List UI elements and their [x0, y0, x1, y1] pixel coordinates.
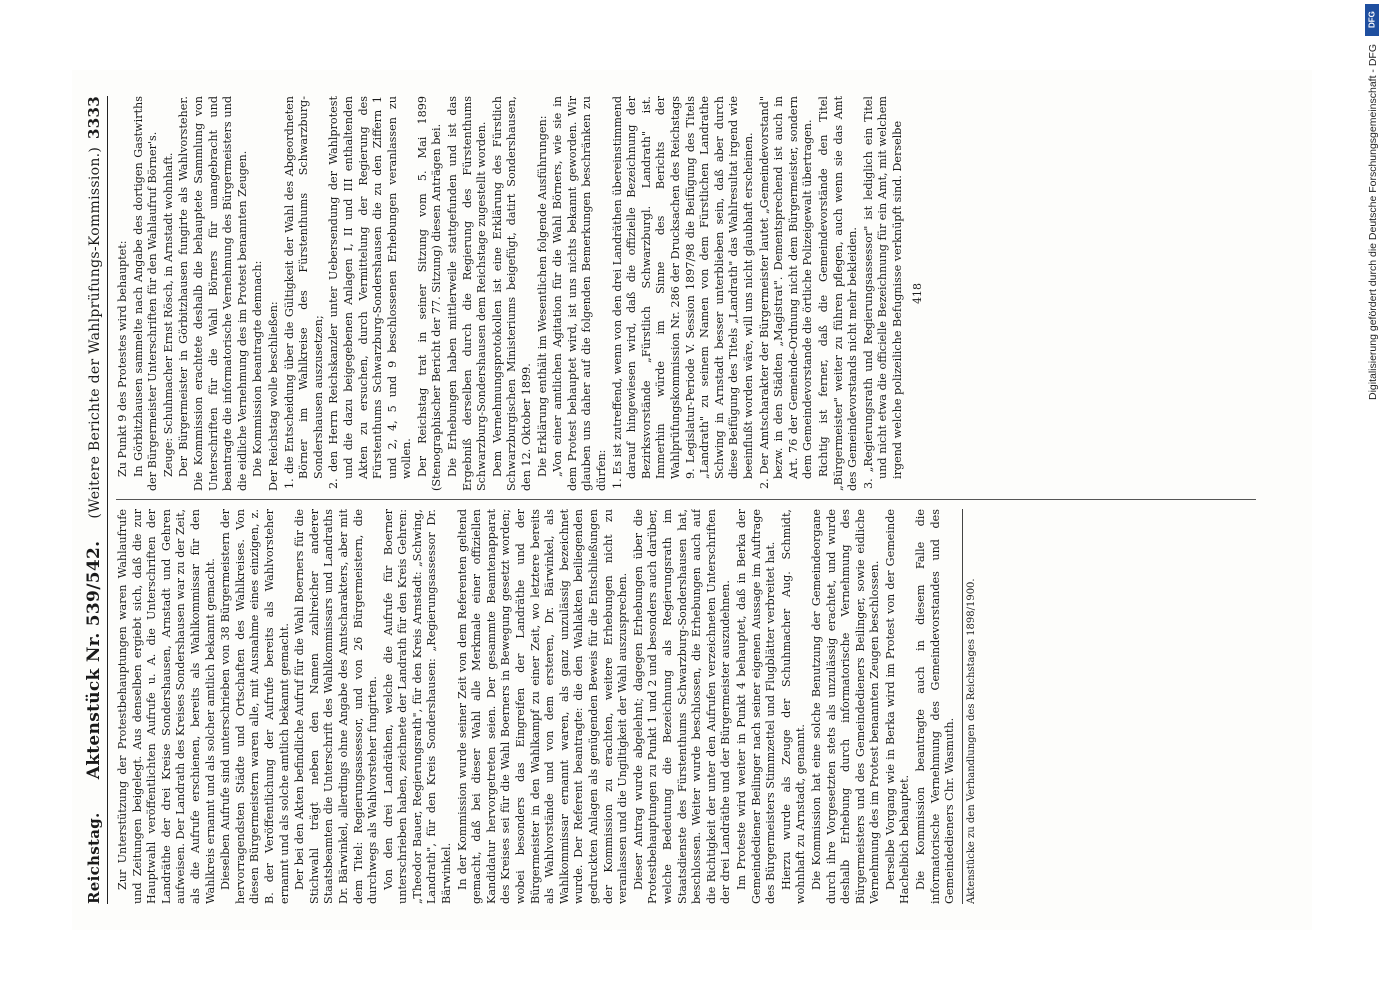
left-column — [116, 509, 1256, 904]
right-paragraph: „Von einer amtlichen Agitation für die Wahl Börners, wie sie in dem Protest behauptet wird, ist uns nichts bekannt geworden. Wir glauben uns daher auf die folgenden Bemerkungen beschränken zu dürfen: — [550, 96, 608, 491]
document-page — [72, 70, 1312, 930]
right-paragraph: Die Kommission beantragte demnach: — [250, 260, 264, 477]
dfg-badge: DFG — [1365, 4, 1379, 36]
left-paragraph: Die Kommission beantragte auch in diesem Falle die informatorische Vernehmung des Gemeindevorstandes und des Gemeindedieners Chr. Wasmuth. — [913, 509, 956, 904]
right-paragraph: Richtig ist ferner, daß die Gemeindevorstände den Titel „Bürgermeister" weiter zu führen pflegen, auch wenn sie das Amt des Gemeindevorstands nicht mehr bekleiden. — [816, 96, 859, 491]
right-list-item: 2. den Herrn Reichskanzler unter Uebersendung der Wahlprotest und die dazu beigegebenen Anlagen I, II und III enthaltenden Akten zu ersuchen, durch Vermittelung der Regierung des Fürstenthums Schwarzburg-Sondershausen die zu den Ziffern 1 und 2, 4, 5 und 9 beschlossenen Erhebungen veranlassen zu wollen. — [326, 96, 413, 489]
header-subtitle: (Weitere Berichte der Wahlprüfungs-Kommission.) — [86, 146, 103, 519]
digitization-credit: Digitalisierung gefördert durch die Deutsche Forschungsgemeinschaft - DFG — [1367, 44, 1379, 401]
right-paragraph: Der Bürgermeister in Görbitzhausen fungirte als Wahlvorsteher. Die Kommission erachtete deshalb die behauptete Sammlung von Unterschriften für die Wahl Börners für unangebracht und beantragte die informatorische Vernehmung des Bürgermeisters und die eidliche Vernehmung des im Protest benannten Zeugen. — [176, 96, 249, 491]
right-paragraph: In Görbitzhausen sammelte nach Angabe des dortigen Gastwirths der Bürgermeister Unterschriften für den Wahlaufruf Börner's. — [131, 96, 159, 491]
left-paragraph: Hierzu wurde als Zeuge der Schuhmacher Aug. Schmidt, wohnhaft zu Arnstadt, genannt. — [779, 509, 807, 904]
left-paragraph: Der bei den Akten befindliche Aufruf für die Wahl Boerners für die Stichwahl trägt neben den Namen zahlreicher anderer Staatsbeamten die Unterschrift des Wahlkommissars und Landraths Dr. Bärwinkel, allerdings ohne Angabe des Amtscharakters, aber mit dem Titel: Regierungsassessor, und von 26 Bürgermeistern, die durchwegs als Wahlvorsteher fungirten. — [292, 509, 379, 904]
page-header — [84, 96, 108, 904]
bottom-page-number: 418 — [910, 283, 924, 304]
left-paragraph: Zur Unterstützung der Protestbehauptungen waren Wahlaufrufe und Zeitungen beigelegt. Aus denselben ergiebt sich, daß die zur Hauptwahl veröffentlichten Aufrufe u. A. die Unterschriften der Landräthe der drei Kreise Sondershausen, Arnstadt und Gehren aufweisen. Der Landrath des Kreises Sondershausen war zu der Zeit, als die Aufrufe erschienen, bereits als Wahlkommissar für den Wahlkreis ernannt und als solcher amtlich bekannt gemacht. — [115, 509, 217, 904]
header-reichstag: Reichstag. — [84, 812, 103, 904]
right-paragraph: Der Reichstag trat in seiner Sitzung vom 5. Mai 1899 (Stenographischer Bericht der 77. Sitzung) diesen Anträgen bei. — [415, 96, 443, 491]
left-paragraph: Im Proteste wird weiter in Punkt 4 behauptet, daß in Berka der Gemeindediener Beilinger nach seiner eigenen Aussage im Auftrage des Bürgermeisters Stimmzettel und Flugblätter verbreitet hat. — [734, 509, 777, 904]
header-page-number: 3333 — [84, 96, 103, 139]
right-paragraph: Zu Punkt 9 des Protestes wird behauptet: — [115, 240, 129, 477]
footnote: Aktenstücke zu den Verhandlungen des Reichstages 1898/1900. — [961, 509, 979, 904]
right-paragraph: Dem Vernehmungsprotokollen ist eine Erklärung des Fürstlich Schwarzburgischen Ministeriums beigefügt, datirt Sondershausen, den 12. Oktober 1899. — [490, 96, 533, 491]
text-columns — [116, 96, 1256, 904]
right-paragraph: Zeuge: Schuhmacher Ernst Rösch, in Arnstadt wohnhaft. — [161, 152, 175, 477]
header-title: Aktenstück Nr. 539/542. — [83, 540, 104, 780]
right-paragraph: Die Erhebungen haben mittlerweile stattgefunden und ist das Ergebniß derselben durch die Regierung des Fürstenthums Schwarzburg-Sondershausen dem Reichstage zugestellt worden. — [445, 96, 488, 491]
left-paragraph: Von den drei Landräthen, welche die Aufrufe für Boerner unterschrieben haben, zeichnete der Landrath für den Kreis Gehren: „Theodor Bauer, Regierungsrath", für den Kreis Arnstadt: „Schwing, Landrath", für den Kreis Sondershausen: „Regierungsassessor Dr. Bärwinkel. — [381, 509, 453, 904]
left-paragraph: Dieselben Aufrufe sind unterschrieben von 38 Bürgermeistern der hervorragendsten Städte und Ortschaften des Wahlkreises. Von diesen Bürgermeistern waren alle, mit Ausnahme eines einzigen, z. B. der Veröffentlichung der Aufrufe bereits als Wahlvorsteher ernannt und als solche amtlich bekannt gemacht. — [218, 509, 291, 904]
right-paragraph: Die Erklärung enthält im Wesentlichen folgende Ausführungen: — [535, 115, 549, 477]
left-paragraph: In der Kommission wurde seiner Zeit von dem Referenten geltend gemacht, daß bei dieser Wahl alle Merkmale einer offiziellen Kandidatur hervorgetreten seien. Der gesammte Beamtenapparat des Kreises sei für die Wahl Boerners in Bewegung gesetzt worden; wobei besonders das Eingreifen der Landräthe und der Bürgermeister in den Wahlkampf zu einer Zeit, wo letztere bereits als Wahlvorstände und von dem ersteren, Dr. Bärwinkel, als Wahlkommissar ernannt waren, als ganz unzulässig bezeichnet wurde. Der Referent beantragte: die den Wahlakten beiliegenden gedruckten Anlagen als genügenden Beweis für die Entschließungen der Kommission zu erachten, weitere Erhebungen nicht zu veranlassen und die Ungiltigkeit der Wahl auszusprechen. — [455, 509, 629, 904]
header-left — [84, 147, 104, 904]
left-paragraph: Derselbe Vorgang wie in Berka wird im Protest von der Gemeinde Hachelbich behauptet. — [883, 509, 911, 904]
left-paragraph: Die Kommission hat eine solche Benutzung der Gemeindeorgane durch ihre Vorgesetzten stets als unzulässig erachtet, und wurde deshalb Erhebung durch informatorische Vernehmung des Bürgermeisters und des Gemeindedieners Beilinger, sowie eidliche Vernehmung des im Protest benannten Zeugen beschlossen. — [809, 509, 881, 904]
left-paragraph: Dieser Antrag wurde abgelehnt; dagegen Erhebungen über die Protestbehauptungen zu Punkt 1 und 2 und besonders auch darüber, welche Bedeutung die Bezeichnung als Regierungsrath im Staatsdienste des Fürstenthums Schwarzburg-Sondershausen hat, beschlossen. Weiter wurde beschlossen, die Erhebungen auch auf die Richtigkeit der unter den Aufrufen verzeichneten Unterschriften der drei Landräthe und der Bürgermeister auszudehnen. — [631, 509, 732, 904]
right-list-item: 2. Der Amtscharakter der Bürgermeister lautet „Gemeindevorstand" bezw. in den Städten „Magistrat". Dementsprechend ist auch in Art. 76 der Gemeinde-Ordnung nicht dem Bürgermeister, sondern dem Gemeindevorstande die örtliche Polizeigewalt übertragen. — [757, 96, 814, 489]
right-paragraph: Der Reichstag wolle beschließen: — [266, 301, 280, 491]
right-list-item: 3. „Regierungsrath und Regierungsassessor" ist lediglich ein Titel und nicht etwa die officielle Bezeichnung für ein Amt, mit welchem irgend welche polizeiliche Befugnisse verknüpft sind. Derselbe — [861, 96, 904, 489]
right-column — [116, 96, 1256, 491]
right-list-item: 1. Es ist zutreffend, wenn von den drei Landräthen übereinstimmend darauf hingewiesen wird, daß die offizielle Bezeichnung der Bezirksvorstände „Fürstlich Schwarzburgl. Landrath" ist. Immerhin würde im Sinne des Berichts der Wahlprüfungskommission Nr. 286 der Drucksachen des Reichstags 9. Legislatur-Periode V. Session 1897/98 die Beifügung des Titels „Landrath" zu seinem Namen von dem Fürstlichen Landrathe Schwing in Arnstadt besser unterblieben sein, daß aber durch diese Beifügung des Titels „Landrath" das Wahlresultat irgend wie beeinflußt worden wäre, will uns nicht glaubhaft erscheinen. — [610, 96, 755, 489]
right-list-item: 1. die Entscheidung über die Gültigkeit der Wahl des Abgeordneten Börner im Wahlkreise des Fürstenthums Schwarzburg-Sondershausen auszusetzen; — [282, 96, 325, 489]
